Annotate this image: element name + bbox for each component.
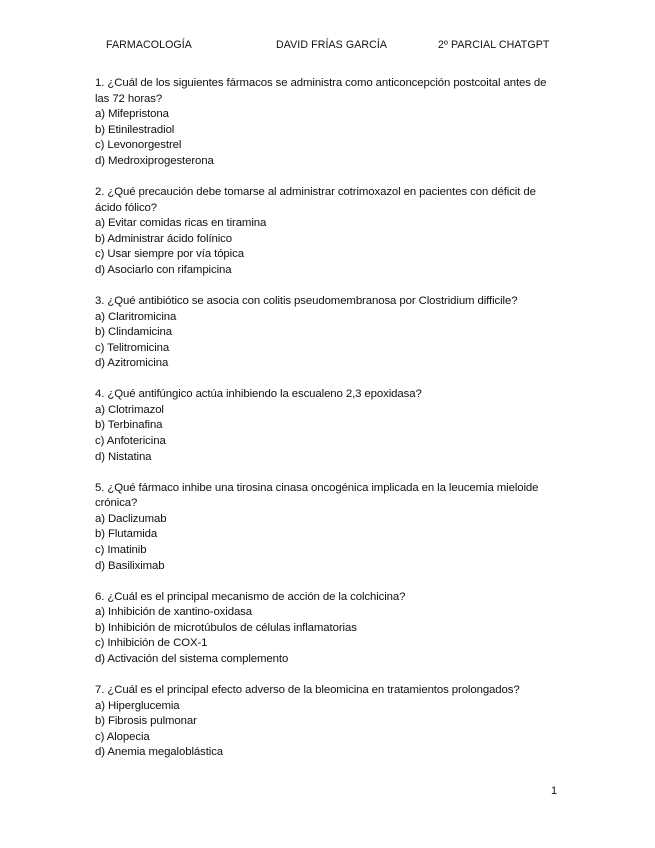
page-number: 1: [551, 785, 558, 797]
answer-option: c) Anfotericina: [95, 435, 166, 448]
question-4: [95, 387, 563, 465]
answer-option: b) Flutamida: [95, 528, 158, 541]
question-1: [95, 76, 563, 170]
answer-option: d) Medroxiprogesterona: [95, 154, 214, 167]
answer-option: c) Imatinib: [95, 544, 147, 556]
answer-option: c) Telitromicina: [95, 341, 170, 354]
answer-option: b) Terbinafina: [95, 419, 163, 432]
answer-option: a) Daclizumab: [95, 512, 167, 525]
question-text: 6. ¿Cuál es el principal mecanismo de acción de la colchicina?: [95, 590, 406, 603]
question-text: 2. ¿Qué precaución debe tomarse al administrar cotrimoxazol en pacientes con déficit de ácido fólico?: [95, 185, 536, 214]
answer-option: a) Hiperglucemia: [95, 699, 180, 712]
answer-option: a) Evitar comidas ricas en tiramina: [95, 217, 267, 230]
answer-option: c) Inhibición de COX-1: [95, 637, 208, 650]
header-author: DAVID FRÍAS GARCÍA: [276, 39, 388, 51]
question-text: 1. ¿Cuál de los siguientes fármacos se administra como anticoncepción postcoital antes de las 72 horas?: [95, 77, 547, 105]
answer-option: b) Inhibición de microtúbulos de células inflamatorias: [95, 621, 357, 634]
question-text: 5. ¿Qué fármaco inhibe una tirosina cinasa oncogénica implicada en la leucemia mieloide crónica?: [95, 481, 539, 510]
question-7: [95, 683, 563, 761]
answer-option: b) Clindamicina: [95, 326, 172, 339]
question-2: [95, 185, 563, 279]
question-text: 7. ¿Cuál es el principal efecto adverso de la bleomicina en tratamientos prolongados?: [95, 683, 520, 696]
answer-option: b) Fibrosis pulmonar: [95, 715, 197, 728]
answer-option: d) Asociarlo con rifampicina: [95, 263, 232, 276]
question-text: 3. ¿Qué antibiótico se asocia con colitis pseudomembranosa por Clostridium difficile?: [95, 294, 518, 307]
answer-option: b) Etinilestradiol: [95, 123, 175, 136]
answer-option: a) Claritromicina: [95, 310, 177, 323]
answer-option: d) Azitromicina: [95, 357, 169, 370]
answer-option: b) Administrar ácido folínico: [95, 232, 233, 245]
answer-option: d) Anemia megaloblástica: [95, 746, 224, 759]
question-list: [95, 76, 563, 776]
answer-option: a) Mifepristona: [95, 108, 169, 121]
header-exam-title: 2º PARCIAL CHATGPT: [438, 39, 550, 51]
answer-option: d) Basiliximab: [95, 559, 165, 572]
answer-option: d) Nistatina: [95, 450, 152, 463]
answer-option: c) Usar siempre por vía tópica: [95, 248, 244, 261]
question-3: [95, 294, 563, 372]
header-subject: FARMACOLOGÍA: [106, 39, 192, 51]
answer-option: c) Levonorgestrel: [95, 139, 182, 152]
question-6: [95, 590, 563, 668]
answer-option: c) Alopecia: [95, 730, 150, 743]
answer-option: a) Clotrimazol: [95, 403, 164, 416]
question-5: [95, 481, 563, 575]
question-text: 4. ¿Qué antifúngico actúa inhibiendo la escualeno 2,3 epoxidasa?: [95, 388, 422, 401]
answer-option: a) Inhibición de xantino-oxidasa: [95, 606, 253, 619]
answer-option: d) Activación del sistema complemento: [95, 652, 289, 665]
